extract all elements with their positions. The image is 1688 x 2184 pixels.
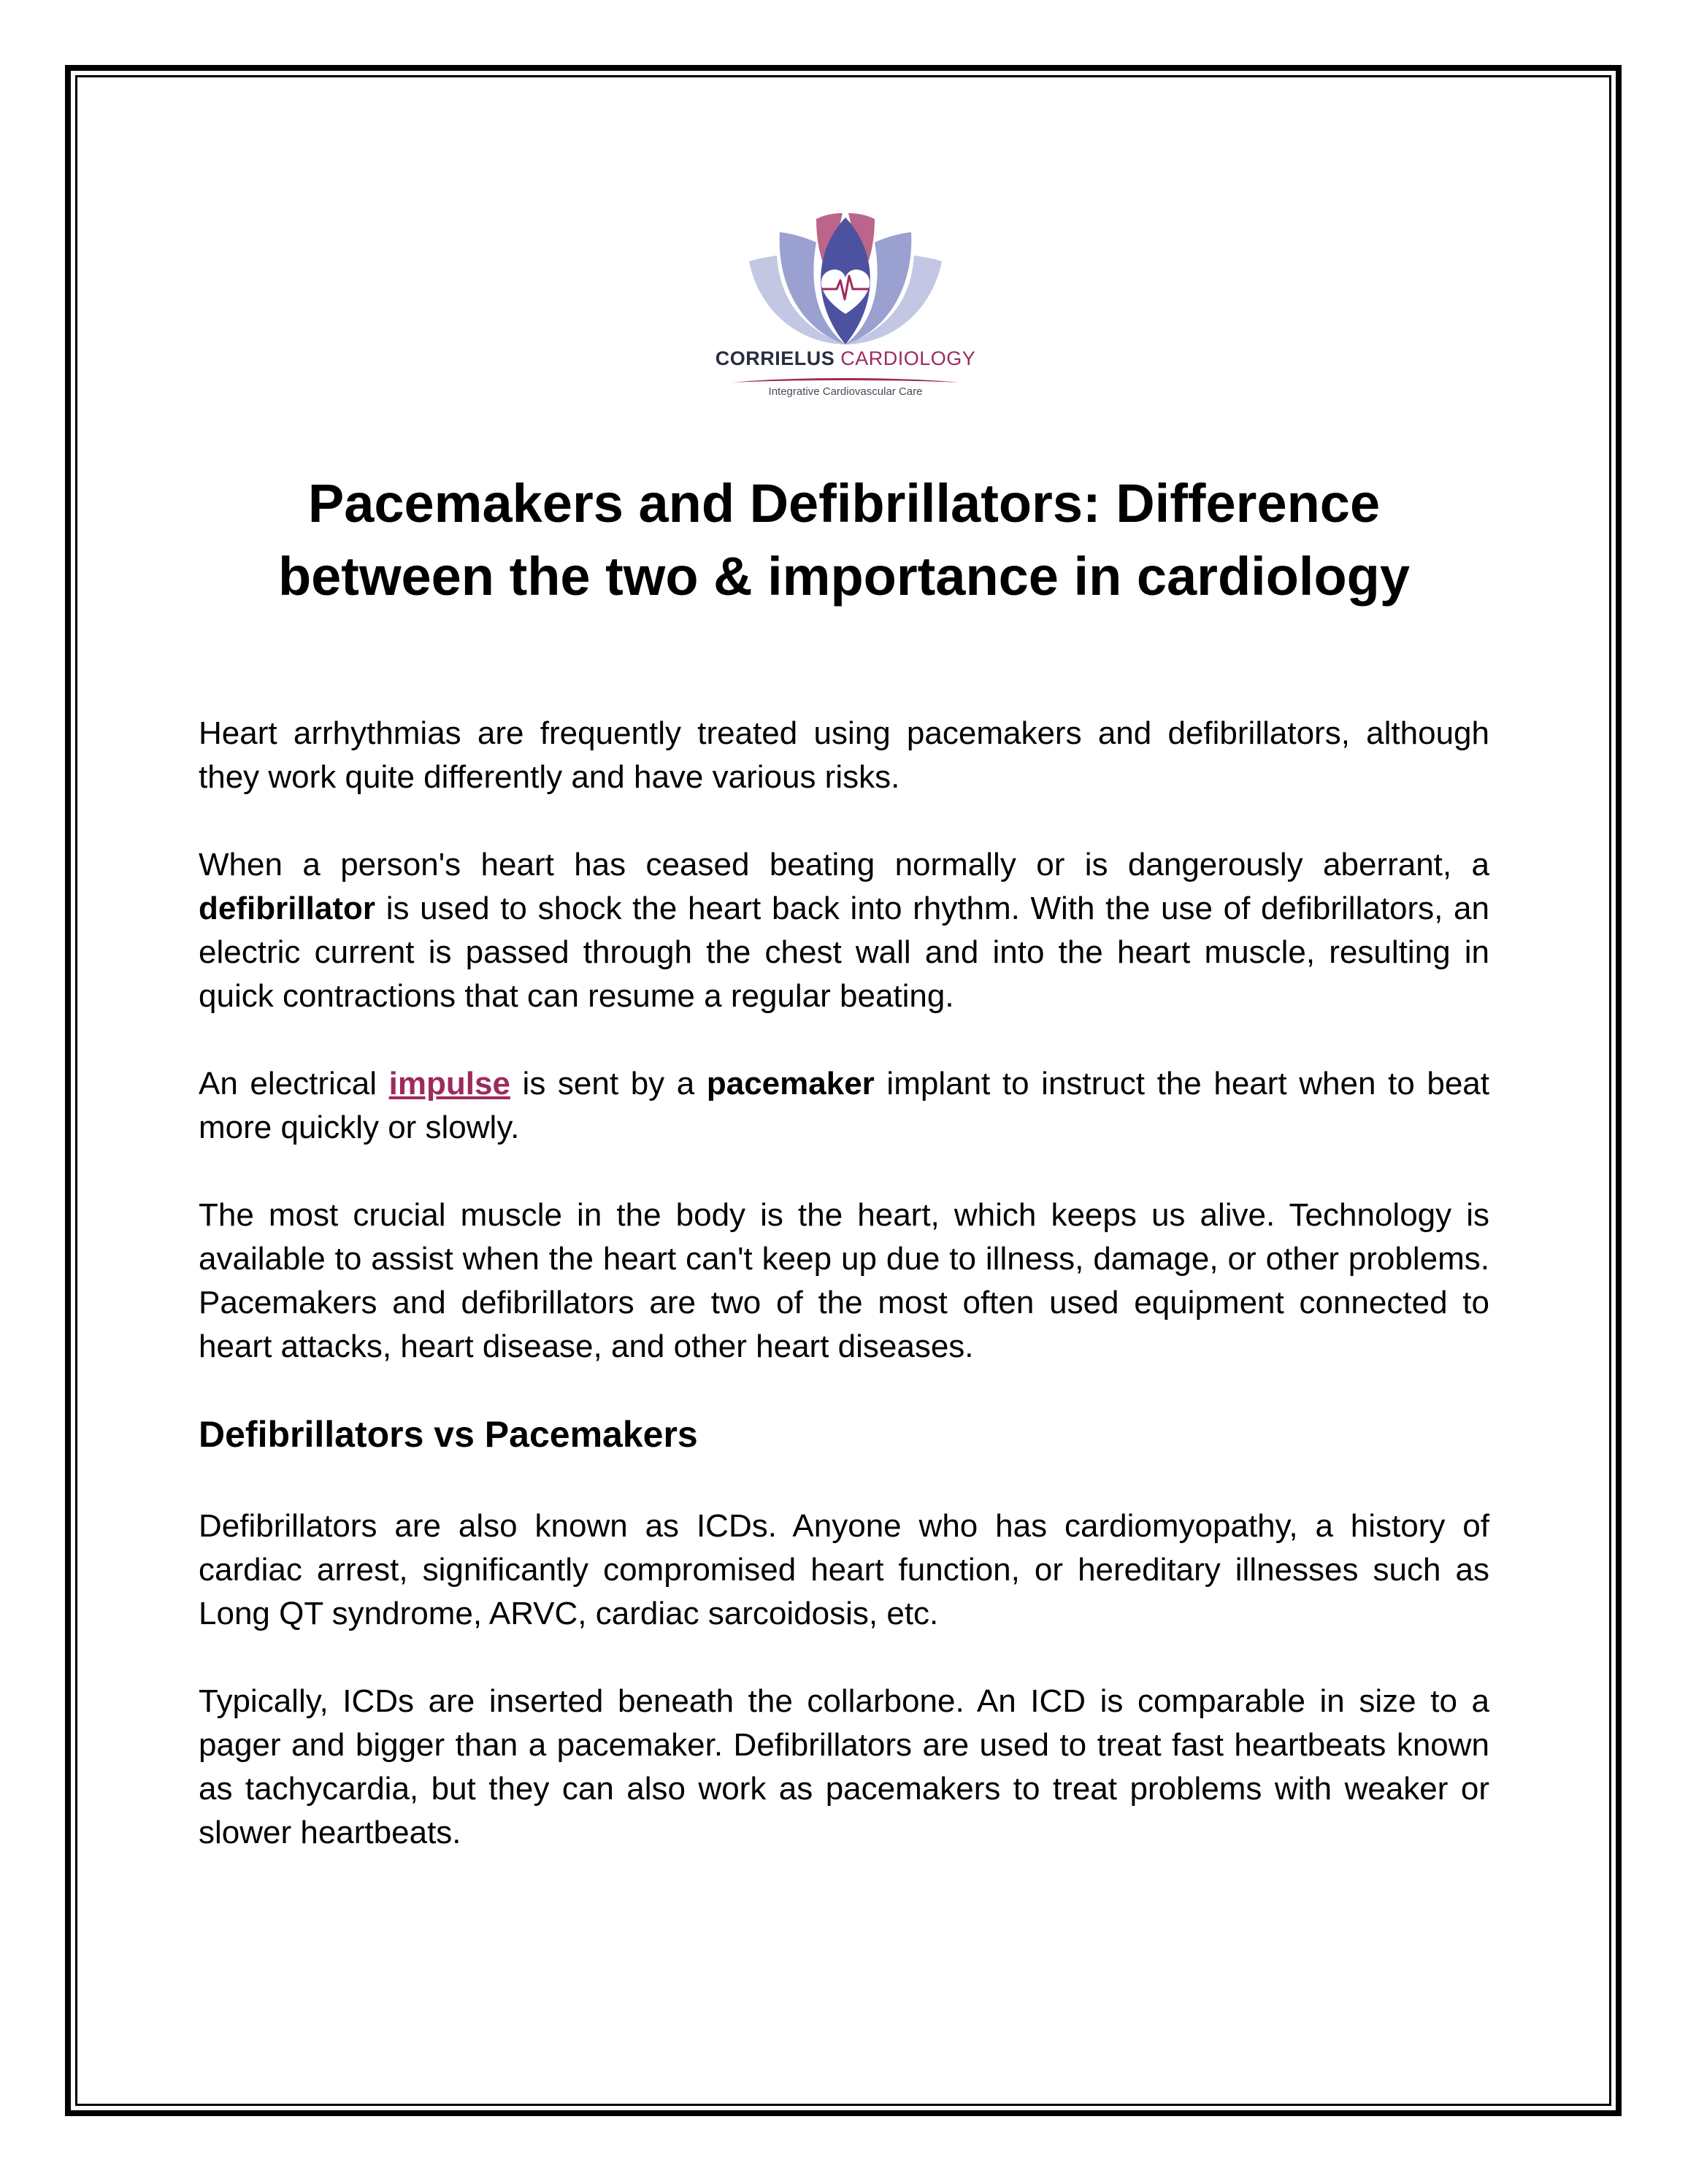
corrielus-cardiology-logo (707, 204, 984, 401)
paragraph-text: implant to instruct the heart when to beat more quickly or slowly. (199, 1066, 1489, 1145)
logo-tagline: Integrative Cardiovascular Care (768, 385, 923, 398)
paragraph-text: When a person's heart has ceased beating normally or is dangerously aberrant, a (199, 847, 1489, 883)
logo-brand-name (707, 347, 984, 370)
paragraph-text: is used to shock the heart back into rhythm. With the use of defibrillators, an electric current is passed through the chest wall and into the heart muscle, resulting in quick contractions that can resume a regular beating. (199, 891, 1489, 1014)
paragraph-text: An electrical (199, 1066, 389, 1101)
paragraph-pacemaker (199, 1062, 1489, 1150)
logo-swoosh (732, 375, 959, 385)
paragraph-intro: Heart arrhythmias are frequently treated using pacemakers and defibrillators, although they work quite differently and have various risks. (199, 715, 1489, 795)
logo-brand-part1: CORRIELUS (715, 347, 841, 369)
document-title: Pacemakers and Defibrillators: Difference between the two & importance in cardiology (277, 473, 1411, 607)
paragraph-heart-technology: The most crucial muscle in the body is the heart, which keeps us alive. Technology is available to assist when the heart can't keep up due to illness, damage, or other problems. Pacemakers and defibrillators are two of the most often used equipment connected to heart attacks, heart disease, and other heart diseases. (199, 1197, 1489, 1364)
term-defibrillator: defibrillator (199, 891, 376, 926)
paragraph-icds: Defibrillators are also known as ICDs. Anyone who has cardiomyopathy, a history of cardiac arrest, significantly compromised heart function, or hereditary illnesses such as Long QT syndrome, ARVC, cardiac sarcoidosis, etc. (199, 1508, 1489, 1631)
section-heading: Defibrillators vs Pacemakers (199, 1414, 698, 1455)
paragraph-text: is sent by a (510, 1066, 707, 1101)
lotus-heart-icon (707, 204, 984, 350)
term-pacemaker: pacemaker (706, 1066, 875, 1101)
document-body (199, 712, 1489, 1899)
paragraph-icd-placement: Typically, ICDs are inserted beneath the collarbone. An ICD is comparable in size to a pager and bigger than a pacemaker. Defibrillators are used to treat fast heartbeats known as tachycardia, but they can also work as pacemakers to treat problems with weaker or slower heartbeats. (199, 1683, 1489, 1850)
logo-brand-part2: CARDIOLOGY (840, 347, 976, 369)
paragraph-defibrillator (199, 843, 1489, 1018)
impulse-link[interactable]: impulse (388, 1066, 510, 1101)
